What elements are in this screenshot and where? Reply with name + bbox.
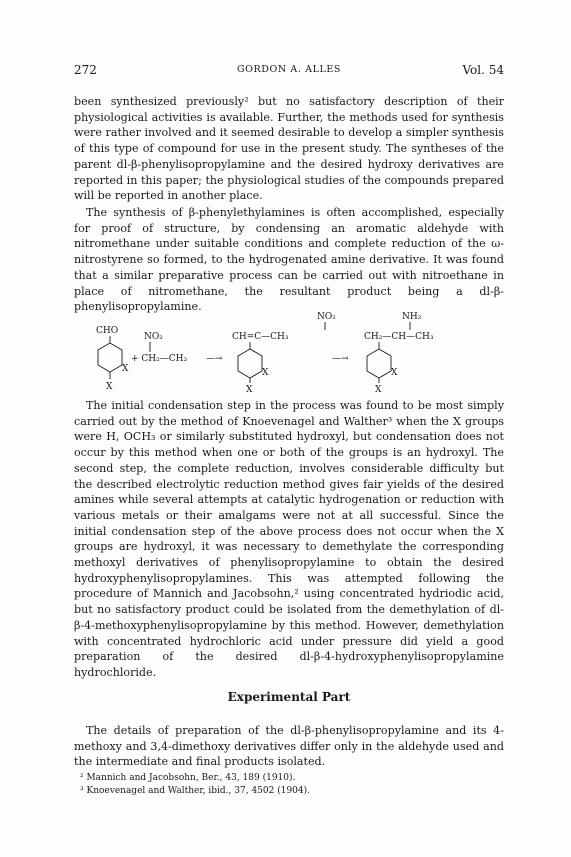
nitrostyrene-chain: CH=C—CH₃ — [232, 332, 289, 342]
volume-label: Vol. 54 — [462, 63, 504, 77]
x-substituent-2: X — [262, 368, 269, 378]
x-substituent-3: X — [391, 368, 398, 378]
nh2-top-label: NH₂ — [402, 312, 422, 322]
x-substituent-1: X — [122, 364, 129, 374]
reaction-arrow-1: —→ — [206, 354, 223, 364]
section-heading: Experimental Part — [227, 690, 351, 704]
benzene-ring-2 — [238, 349, 262, 378]
paragraph-condensation: The initial condensation step in the process was found to be most simply carried out by the method of Knoevenagel and Walther³ when the X groups were H, OCH₃ or similarly substituted hydroxyl, but condensation does not occur by this method when one or both of the groups is an hydroxyl. The second step, the complete reduction, involves considerable difficulty but the described electrolytic reduction method gives fair yields of the desired amines while several attempts at catalytic hydrogenation or reduction with various metals or their amalgams were not at all successful. Since the initial condensation step of the above process does not occur when the X groups are hydroxyl, it was necessary to demethylate the corresponding methoxyl derivatives of phenylisopropylamine to obtain the desired hydroxyphenylisopropylamines. This was attempted following the procedure of Mannich and Jacobsohn,² using concentrated hydriodic acid, but no satisfactory product could be isolated from the demethylation of dl-β-4-methoxyphenylisopropylamine by this method. However, demethylation with concentrated hydrochloric acid under pressure did yield a good preparation of the desired dl-β-4-hydroxyphenylisopropylamine hydrochloride. — [74, 399, 504, 679]
x-substituent-2b: X — [246, 385, 253, 395]
footnote-2: ² Mannich and Jacobsohn, Ber., 43, 189 (1910). — [80, 773, 296, 783]
reaction-scheme — [74, 309, 504, 399]
footnote-3: ³ Knoevenagel and Walther, ibid., 37, 4502 (1904). — [80, 786, 310, 796]
page-number: 272 — [74, 63, 97, 77]
reaction-arrow-2: —→ — [332, 354, 349, 364]
running-header — [74, 63, 504, 79]
cho-label: CHO — [96, 326, 119, 336]
footnotes — [80, 772, 504, 798]
paragraph-experimental: The details of preparation of the dl-β-phenylisopropylamine and its 4-methoxy and 3,4-dimethoxy derivatives differ only in the aldehyde used and the intermediate and final products isolated. — [74, 724, 504, 769]
paragraph-intro: been synthesized previously² but no satisfactory description of their physiological activities is available. Further, the methods used for synthesis were rather involved and it seemed desirable to develop a simpler synthesis of this type of compound for use in the present study. The syntheses of the parent dl-β-phenylisopropylamine and the desired hydroxy derivatives are reported in this paper; the physiological studies of the compounds prepared will be reported in another place. — [74, 95, 504, 203]
x-substituent-1b: X — [106, 382, 113, 392]
phenylisopropylamine-structure — [364, 312, 434, 395]
nitrostyrene-structure — [232, 312, 336, 395]
benzene-ring-3 — [367, 349, 391, 378]
x-substituent-3b: X — [375, 385, 382, 395]
no2-reagent-label: NO₂ — [144, 332, 163, 342]
benzene-ring-1 — [98, 343, 122, 372]
running-author: GORDON A. ALLES — [236, 64, 342, 75]
no2-top-label: NO₂ — [317, 312, 336, 322]
amine-chain: CH₂—CH—CH₃ — [364, 332, 434, 342]
nitroethane-structure — [131, 332, 187, 364]
nitroethane-chain: + CH₂—CH₃ — [131, 354, 188, 364]
benzaldehyde-structure — [96, 326, 129, 392]
paragraph-synthesis: The synthesis of β-phenylethylamines is often accomplished, especially for proof of structure, by condensing an aromatic aldehyde with nitromethane under suitable conditions and complete reduction of the ω-nitrostyrene so formed, to the hydrogenated amine derivative. It was found that a similar preparative process can be carried out with nitroethane in place of nitromethane, the resultant product being a dl-β-phenylisopropylamine. — [74, 206, 504, 314]
